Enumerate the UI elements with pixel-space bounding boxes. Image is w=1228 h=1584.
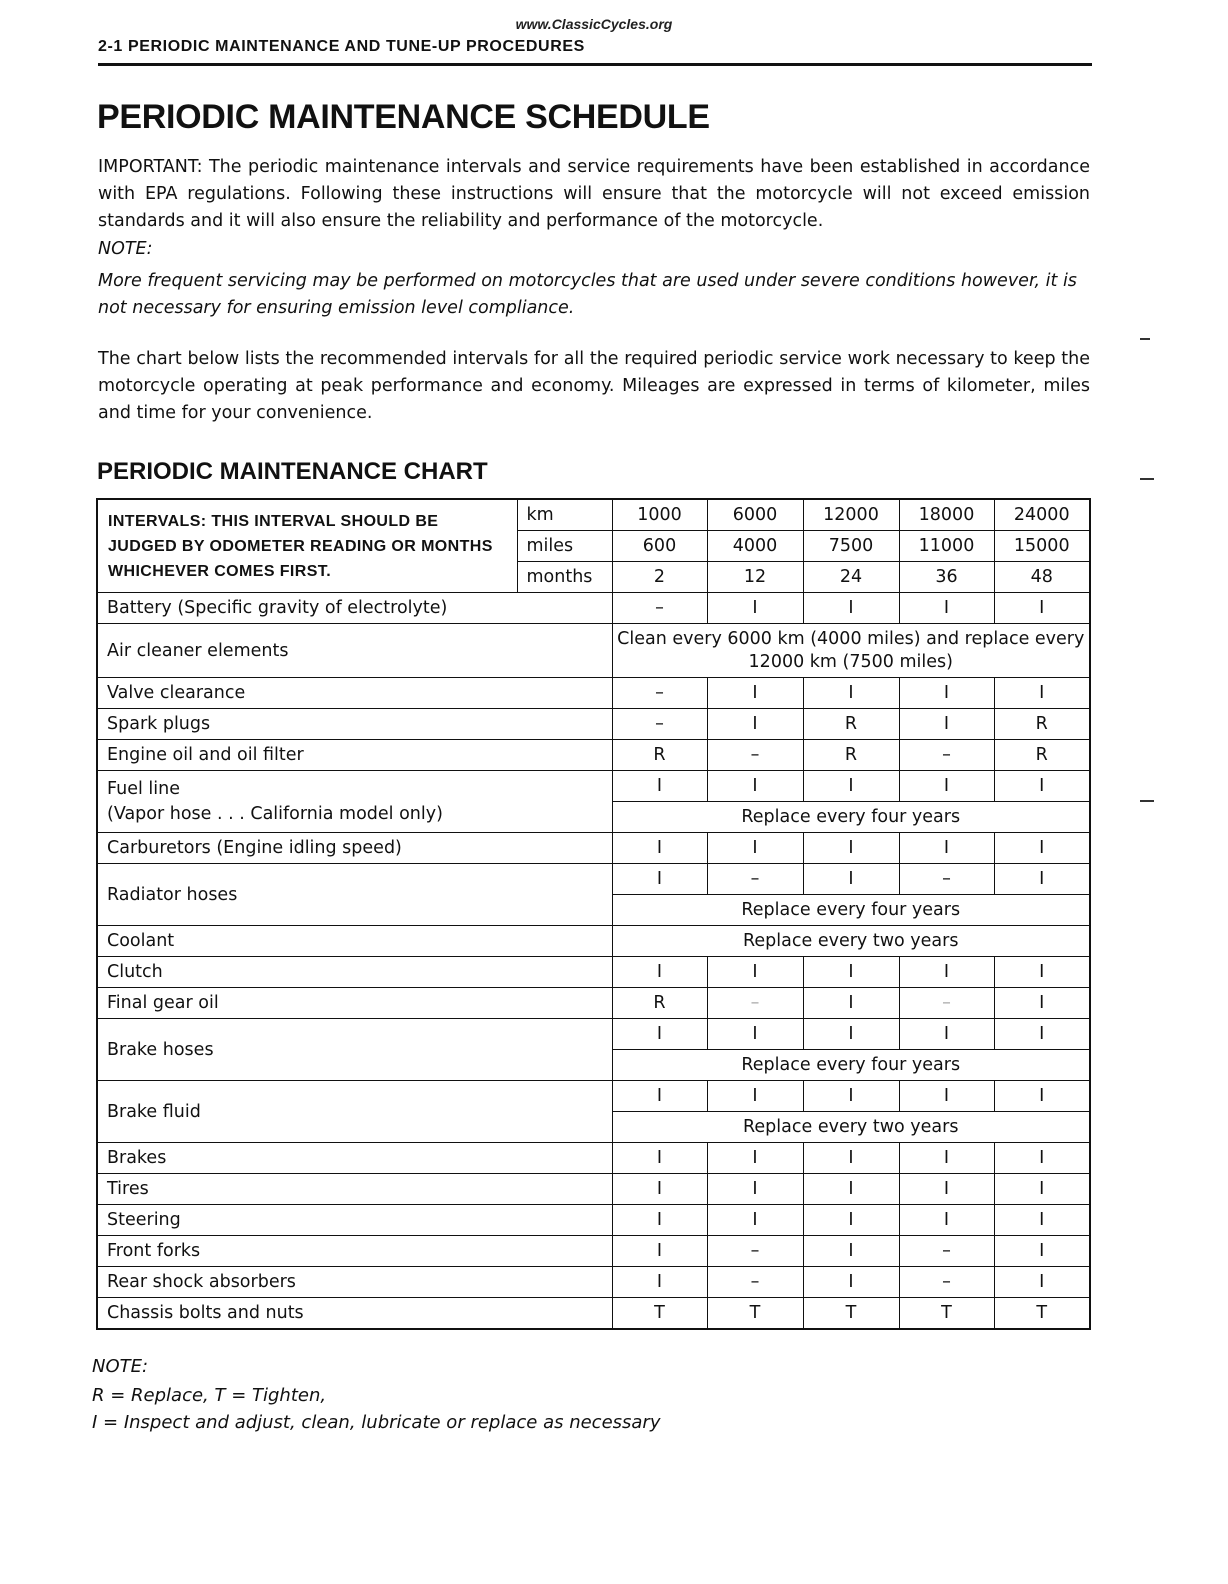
table-row xyxy=(97,624,1090,678)
value-cell: I xyxy=(803,1236,899,1267)
value-cell: I xyxy=(612,864,707,895)
value-cell: I xyxy=(612,833,707,864)
legend-line-1: R = Replace, T = Tighten, xyxy=(92,1385,327,1406)
item-label: Battery (Specific gravity of electrolyte) xyxy=(97,593,612,624)
value-cell: I xyxy=(612,1174,707,1205)
page-title: PERIODIC MAINTENANCE SCHEDULE xyxy=(97,98,710,136)
item-label: Radiator hoses xyxy=(97,864,612,926)
table-row xyxy=(97,1298,1090,1330)
value-cell: R xyxy=(612,740,707,771)
value-cell: – xyxy=(612,709,707,740)
maintenance-chart-table xyxy=(96,498,1091,1330)
value-cell: I xyxy=(612,1236,707,1267)
value-cell: I xyxy=(899,593,994,624)
value-cell: I xyxy=(803,1019,899,1050)
miles-cell: 4000 xyxy=(707,531,803,562)
running-header: 2-1 PERIODIC MAINTENANCE AND TUNE-UP PROCEDURES xyxy=(98,38,585,55)
value-cell: T xyxy=(612,1298,707,1330)
value-cell: – xyxy=(899,988,994,1019)
item-label: Clutch xyxy=(97,957,612,988)
item-label: Chassis bolts and nuts xyxy=(97,1298,612,1330)
value-cell: T xyxy=(899,1298,994,1330)
header-rule xyxy=(98,63,1092,66)
value-cell: I xyxy=(612,957,707,988)
table-row xyxy=(97,740,1090,771)
value-cell: I xyxy=(994,864,1090,895)
km-cell: 6000 xyxy=(707,499,803,531)
value-cell: I xyxy=(994,1143,1090,1174)
value-cell: I xyxy=(707,833,803,864)
table-row xyxy=(97,1143,1090,1174)
value-cell: R xyxy=(994,709,1090,740)
interval-note: Replace every four years xyxy=(612,802,1090,833)
value-cell: I xyxy=(994,593,1090,624)
item-label: Tires xyxy=(97,1174,612,1205)
margin-mark xyxy=(1140,800,1154,802)
value-cell: – xyxy=(899,740,994,771)
value-cell: I xyxy=(707,678,803,709)
months-cell: 36 xyxy=(899,562,994,593)
important-paragraph: IMPORTANT: The periodic maintenance intervals and service requirements have been established in accordance with EPA regulations. Following these instructions will ensure that the motorcycle will not exceed emission standards and it will also ensure the reliability and performance of the motorcycle. xyxy=(98,157,1090,231)
table-row xyxy=(97,709,1090,740)
table-row xyxy=(97,957,1090,988)
chart-title: PERIODIC MAINTENANCE CHART xyxy=(97,458,488,485)
value-cell: I xyxy=(803,988,899,1019)
value-cell: I xyxy=(994,1174,1090,1205)
item-label: Steering xyxy=(97,1205,612,1236)
table-row xyxy=(97,1205,1090,1236)
value-cell: R xyxy=(803,740,899,771)
value-cell: – xyxy=(707,740,803,771)
item-label: Spark plugs xyxy=(97,709,612,740)
value-cell: I xyxy=(994,957,1090,988)
site-url: www.ClassicCycles.org xyxy=(515,16,673,32)
item-label: Front forks xyxy=(97,1236,612,1267)
value-cell: – xyxy=(899,1236,994,1267)
value-cell: I xyxy=(803,957,899,988)
value-cell: – xyxy=(899,864,994,895)
value-cell: I xyxy=(612,1143,707,1174)
value-cell: I xyxy=(899,678,994,709)
value-cell: I xyxy=(994,678,1090,709)
legend-label: NOTE: xyxy=(92,1356,149,1377)
table-row xyxy=(97,593,1090,624)
item-label: Brake fluid xyxy=(97,1081,612,1143)
item-label: Air cleaner elements xyxy=(97,624,612,678)
interval-note: Replace every four years xyxy=(612,895,1090,926)
unit-label: months xyxy=(517,562,612,593)
value-cell: I xyxy=(803,771,899,802)
value-cell: I xyxy=(707,1143,803,1174)
value-cell: I xyxy=(994,988,1090,1019)
item-label: Coolant xyxy=(97,926,612,957)
table-row xyxy=(97,833,1090,864)
value-cell: R xyxy=(994,740,1090,771)
value-cell: I xyxy=(994,771,1090,802)
value-cell: I xyxy=(994,1081,1090,1112)
interval-note: Replace every four years xyxy=(612,1050,1090,1081)
value-cell: I xyxy=(707,709,803,740)
months-cell: 12 xyxy=(707,562,803,593)
value-cell: – xyxy=(707,1236,803,1267)
value-cell: R xyxy=(803,709,899,740)
miles-cell: 600 xyxy=(612,531,707,562)
header-row-km xyxy=(97,499,1090,531)
item-label: Rear shock absorbers xyxy=(97,1267,612,1298)
value-cell: I xyxy=(803,1143,899,1174)
value-cell: – xyxy=(612,678,707,709)
value-cell: I xyxy=(612,1205,707,1236)
value-cell: I xyxy=(899,1174,994,1205)
value-cell: I xyxy=(994,1019,1090,1050)
value-cell: I xyxy=(707,1081,803,1112)
margin-mark xyxy=(1140,338,1150,340)
value-cell: I xyxy=(803,833,899,864)
table-row xyxy=(97,1267,1090,1298)
table-row xyxy=(97,1019,1090,1050)
value-cell: – xyxy=(707,1267,803,1298)
table-row xyxy=(97,771,1090,802)
value-cell: I xyxy=(899,833,994,864)
note-paragraph: More frequent servicing may be performed on motorcycles that are used under severe conditions however, it is not necessary for ensuring emission level compliance. xyxy=(98,271,1077,318)
value-cell: I xyxy=(707,957,803,988)
margin-mark xyxy=(1140,478,1154,480)
table-row xyxy=(97,1236,1090,1267)
table-row xyxy=(97,988,1090,1019)
value-cell: I xyxy=(612,771,707,802)
unit-label: miles xyxy=(517,531,612,562)
value-cell: – xyxy=(612,593,707,624)
value-cell: I xyxy=(707,593,803,624)
value-cell: I xyxy=(899,709,994,740)
value-cell: I xyxy=(899,957,994,988)
value-cell: I xyxy=(707,771,803,802)
item-label: Brake hoses xyxy=(97,1019,612,1081)
item-label: Engine oil and oil filter xyxy=(97,740,612,771)
value-cell: I xyxy=(899,1081,994,1112)
table-row xyxy=(97,926,1090,957)
value-cell: – xyxy=(899,1267,994,1298)
km-cell: 24000 xyxy=(994,499,1090,531)
table-row xyxy=(97,1174,1090,1205)
value-cell: I xyxy=(899,1019,994,1050)
interval-note: Replace every two years xyxy=(612,926,1090,957)
item-label: Carburetors (Engine idling speed) xyxy=(97,833,612,864)
item-label xyxy=(97,771,612,833)
value-cell: I xyxy=(707,1019,803,1050)
value-cell: T xyxy=(803,1298,899,1330)
value-cell: T xyxy=(994,1298,1090,1330)
value-cell: I xyxy=(803,678,899,709)
interval-note: Replace every two years xyxy=(612,1112,1090,1143)
value-cell: I xyxy=(899,1205,994,1236)
item-label: Brakes xyxy=(97,1143,612,1174)
value-cell: I xyxy=(707,1174,803,1205)
value-cell: I xyxy=(994,1236,1090,1267)
value-cell: I xyxy=(612,1267,707,1298)
value-cell: I xyxy=(612,1019,707,1050)
value-cell: – xyxy=(707,864,803,895)
km-cell: 18000 xyxy=(899,499,994,531)
value-cell: R xyxy=(612,988,707,1019)
note-label: NOTE: xyxy=(98,239,153,259)
table-row xyxy=(97,678,1090,709)
value-cell: I xyxy=(994,1267,1090,1298)
item-label: Final gear oil xyxy=(97,988,612,1019)
unit-label: km xyxy=(517,499,612,531)
months-cell: 24 xyxy=(803,562,899,593)
value-cell: I xyxy=(707,1205,803,1236)
km-cell: 12000 xyxy=(803,499,899,531)
table-row xyxy=(97,1081,1090,1112)
value-cell: T xyxy=(707,1298,803,1330)
item-sublabel: (Vapor hose . . . California model only) xyxy=(107,803,443,824)
interval-note: Clean every 6000 km (4000 miles) and replace every 12000 km (7500 miles) xyxy=(612,624,1090,678)
value-cell: I xyxy=(803,864,899,895)
item-label-main: Fuel line xyxy=(107,778,180,799)
value-cell: I xyxy=(994,1205,1090,1236)
value-cell: I xyxy=(994,833,1090,864)
months-cell: 48 xyxy=(994,562,1090,593)
months-cell: 2 xyxy=(612,562,707,593)
value-cell: I xyxy=(612,1081,707,1112)
value-cell: I xyxy=(803,1081,899,1112)
value-cell: I xyxy=(803,1174,899,1205)
value-cell: I xyxy=(803,1205,899,1236)
value-cell: I xyxy=(803,593,899,624)
value-cell: I xyxy=(803,1267,899,1298)
item-label: Valve clearance xyxy=(97,678,612,709)
miles-cell: 7500 xyxy=(803,531,899,562)
miles-cell: 15000 xyxy=(994,531,1090,562)
value-cell: I xyxy=(899,771,994,802)
value-cell: I xyxy=(899,1143,994,1174)
miles-cell: 11000 xyxy=(899,531,994,562)
table-row xyxy=(97,864,1090,895)
interval-header: INTERVALS: THIS INTERVAL SHOULD BE JUDGED BY ODOMETER READING OR MONTHS WHICHEVER COMES FIRST. xyxy=(97,499,517,593)
legend-line-2: I = Inspect and adjust, clean, lubricate or replace as necessary xyxy=(92,1412,661,1433)
km-cell: 1000 xyxy=(612,499,707,531)
intro-paragraph: The chart below lists the recommended intervals for all the required periodic service work necessary to keep the motorcycle operating at peak performance and economy. Mileages are expressed in terms of kilometer, miles and time for your convenience. xyxy=(98,349,1090,423)
value-cell: – xyxy=(707,988,803,1019)
